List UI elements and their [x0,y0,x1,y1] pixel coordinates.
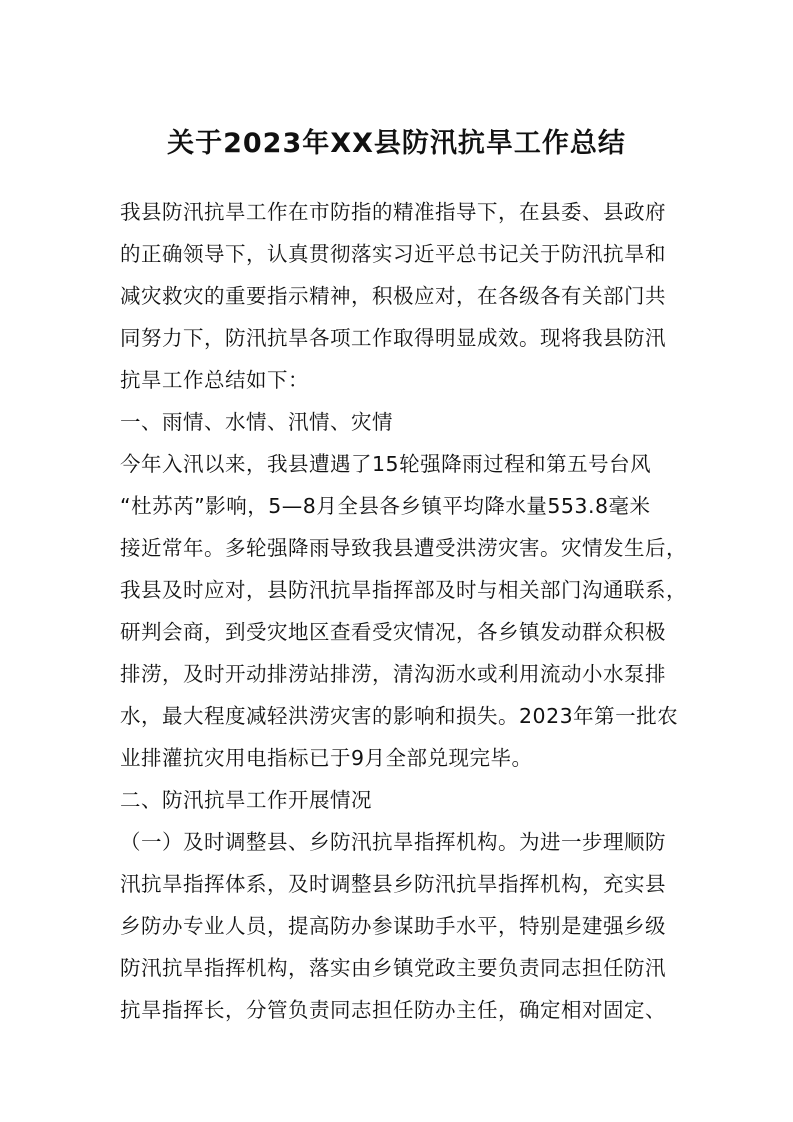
paragraph-line: 我县防汛抗旱工作在市防指的精准指导下，在县委、县政府 [120,200,666,224]
paragraph-line: 水，最大程度减轻洪涝灾害的影响和损失。2023年第一批农 [120,704,679,728]
paragraph-line: 业排灌抗灾用电指标已于9月全部兑现完毕。 [120,746,533,770]
paragraph-line: 乡防办专业人员，提高防办参谋助手水平，特别是建强乡级 [120,914,666,938]
paragraph-line: 我县及时应对，县防汛抗旱指挥部及时与相关部门沟通联系， [120,578,687,602]
paragraph-line: 防汛抗旱指挥机构，落实由乡镇党政主要负责同志担任防汛 [120,956,666,980]
paragraph-line: 减灾救灾的重要指示精神，积极应对，在各级各有关部门共 [120,284,666,308]
section-heading: 一、雨情、水情、汛情、灾情 [120,410,393,434]
paragraph-line: 接近常年。多轮强降雨导致我县遭受洪涝灾害。灾情发生后， [120,536,687,560]
paragraph-line: 的正确领导下，认真贯彻落实习近平总书记关于防汛抗旱和 [120,242,666,266]
paragraph-line: 同努力下，防汛抗旱各项工作取得明显成效。现将我县防汛 [120,326,666,350]
paragraph-line: 抗旱指挥长，分管负责同志担任防办主任，确定相对固定、 [120,998,666,1022]
paragraph-line: “杜苏芮”影响，5—8月全县各乡镇平均降水量553.8毫米 [120,494,651,518]
paragraph-line: 汛抗旱指挥体系，及时调整县乡防汛抗旱指挥机构，充实县 [120,872,666,896]
section-heading: 二、防汛抗旱工作开展情况 [120,788,372,812]
paragraph-line: 研判会商，到受灾地区查看受灾情况，各乡镇发动群众积极 [120,620,666,644]
document-title: 关于2023年XX县防汛抗旱工作总结 [167,128,626,159]
paragraph-line: 排涝，及时开动排涝站排涝，清沟沥水或利用流动小水泵排 [120,662,666,686]
paragraph-line: （一）及时调整县、乡防汛抗旱指挥机构。为进一步理顺防 [120,830,666,854]
paragraph-line: 今年入汛以来，我县遭遇了15轮强降雨过程和第五号台风 [120,452,652,476]
paragraph-line: 抗旱工作总结如下： [120,368,309,392]
